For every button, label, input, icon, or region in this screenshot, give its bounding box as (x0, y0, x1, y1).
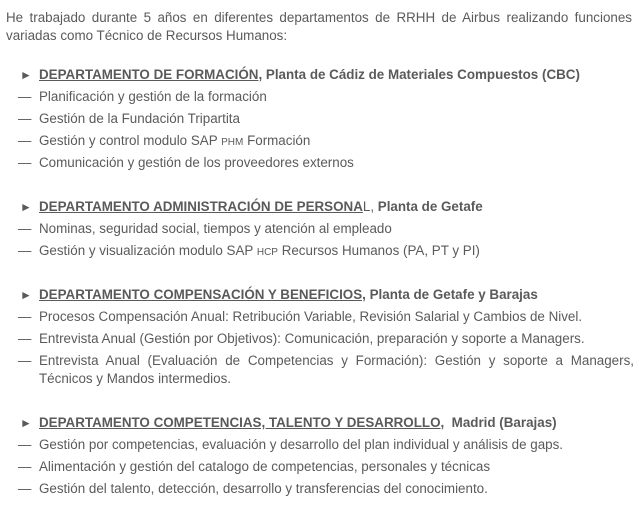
dash-marker: — (18, 309, 32, 324)
department-name: DEPARTAMENTO COMPENSACIÓN Y BENEFICIOS, (39, 287, 366, 302)
list-item (18, 458, 634, 476)
dash-marker: — (18, 331, 32, 346)
heading-separator: , (440, 415, 445, 430)
list-item (18, 308, 634, 326)
list-item (18, 154, 634, 172)
heading-separator: L, (362, 199, 375, 214)
department-name: DEPARTAMENTO DE FORMACIÓN (39, 67, 259, 82)
list-item (18, 352, 634, 388)
list-item (18, 132, 634, 152)
list-item (18, 330, 634, 348)
list-item-text: Alimentación y gestión del catalogo de competencias, personales y técnicas (39, 459, 491, 474)
bullet-marker: ► (20, 416, 32, 430)
list-item-text (39, 242, 634, 262)
list-item-text: Gestión de la Fundación Tripartita (39, 111, 240, 126)
list-item (18, 110, 634, 128)
heading-separator: , (258, 67, 263, 82)
list-item (18, 480, 634, 498)
list-item-text-part: Formación (243, 133, 311, 148)
list-item-text (39, 132, 634, 152)
list-item-text: Entrevista Anual (Evaluación de Competencias y Formación): Gestión y soporte a Managers, Técnicos y Mandos intermedios. (39, 353, 634, 386)
list-item-text: Comunicación y gestión de los proveedores externos (39, 155, 354, 170)
dash-marker: — (18, 133, 32, 148)
intro-paragraph: He trabajado durante 5 años en diferentes departamentos de RRHH de Airbus realizando funciones variadas como Técnico de Recursos Humanos: (6, 10, 632, 43)
department-location: Planta de Cádiz de Materiales Compuestos (CBC) (262, 67, 580, 82)
list-item-text: Gestión por competencias, evaluación y desarrollo del plan individual y análisis de gaps. (39, 437, 564, 452)
department-location: Madrid (Barajas) (444, 415, 557, 430)
dash-marker: — (18, 243, 32, 258)
list-item-text-part: Gestión y control modulo SAP (39, 133, 222, 148)
dash-marker: — (18, 221, 32, 236)
system-code: PHM (221, 137, 244, 148)
bullet-marker: ► (20, 68, 32, 82)
list-item-text-part: Gestión y visualización modulo SAP (39, 243, 257, 258)
dash-marker: — (18, 437, 32, 452)
list-item (18, 220, 634, 238)
list-item-text-part: Recursos Humanos (PA, PT y PI) (277, 243, 480, 258)
system-code: HCP (256, 247, 278, 258)
dash-marker: — (18, 481, 32, 496)
list-item (18, 242, 634, 262)
list-item-text: Planificación y gestión de la formación (39, 89, 267, 104)
list-item-text: Procesos Compensación Anual: Retribución Variable, Revisión Salarial y Cambios de Nivel. (39, 309, 583, 324)
department-location: Planta de Getafe y Barajas (365, 287, 538, 302)
section-heading-administracion (20, 198, 632, 216)
dash-marker: — (18, 89, 32, 104)
department-location: Planta de Getafe (374, 199, 483, 214)
list-item-text: Entrevista Anual (Gestión por Objetivos): Comunicación, preparación y soporte a Managers. (39, 331, 585, 346)
dash-marker: — (18, 111, 32, 126)
list-item-text: Nominas, seguridad social, tiempos y atención al empleado (39, 221, 392, 236)
bullet-marker: ► (20, 288, 32, 302)
dash-marker: — (18, 459, 32, 474)
dash-marker: — (18, 155, 32, 170)
list-item-text: Gestión del talento, detección, desarrollo y transferencias del conocimiento. (39, 481, 488, 496)
bullet-marker: ► (20, 200, 32, 214)
department-name: DEPARTAMENTO ADMINISTRACIÓN DE PERSONA (39, 199, 363, 214)
section-heading-competencias (20, 414, 632, 432)
list-item (18, 88, 634, 106)
section-heading-compensacion (20, 286, 632, 304)
department-name: DEPARTAMENTO COMPETENCIAS, TALENTO Y DESARROLLO (39, 415, 441, 430)
dash-marker: — (18, 353, 32, 368)
section-heading-formacion (20, 66, 632, 84)
list-item (18, 436, 634, 454)
